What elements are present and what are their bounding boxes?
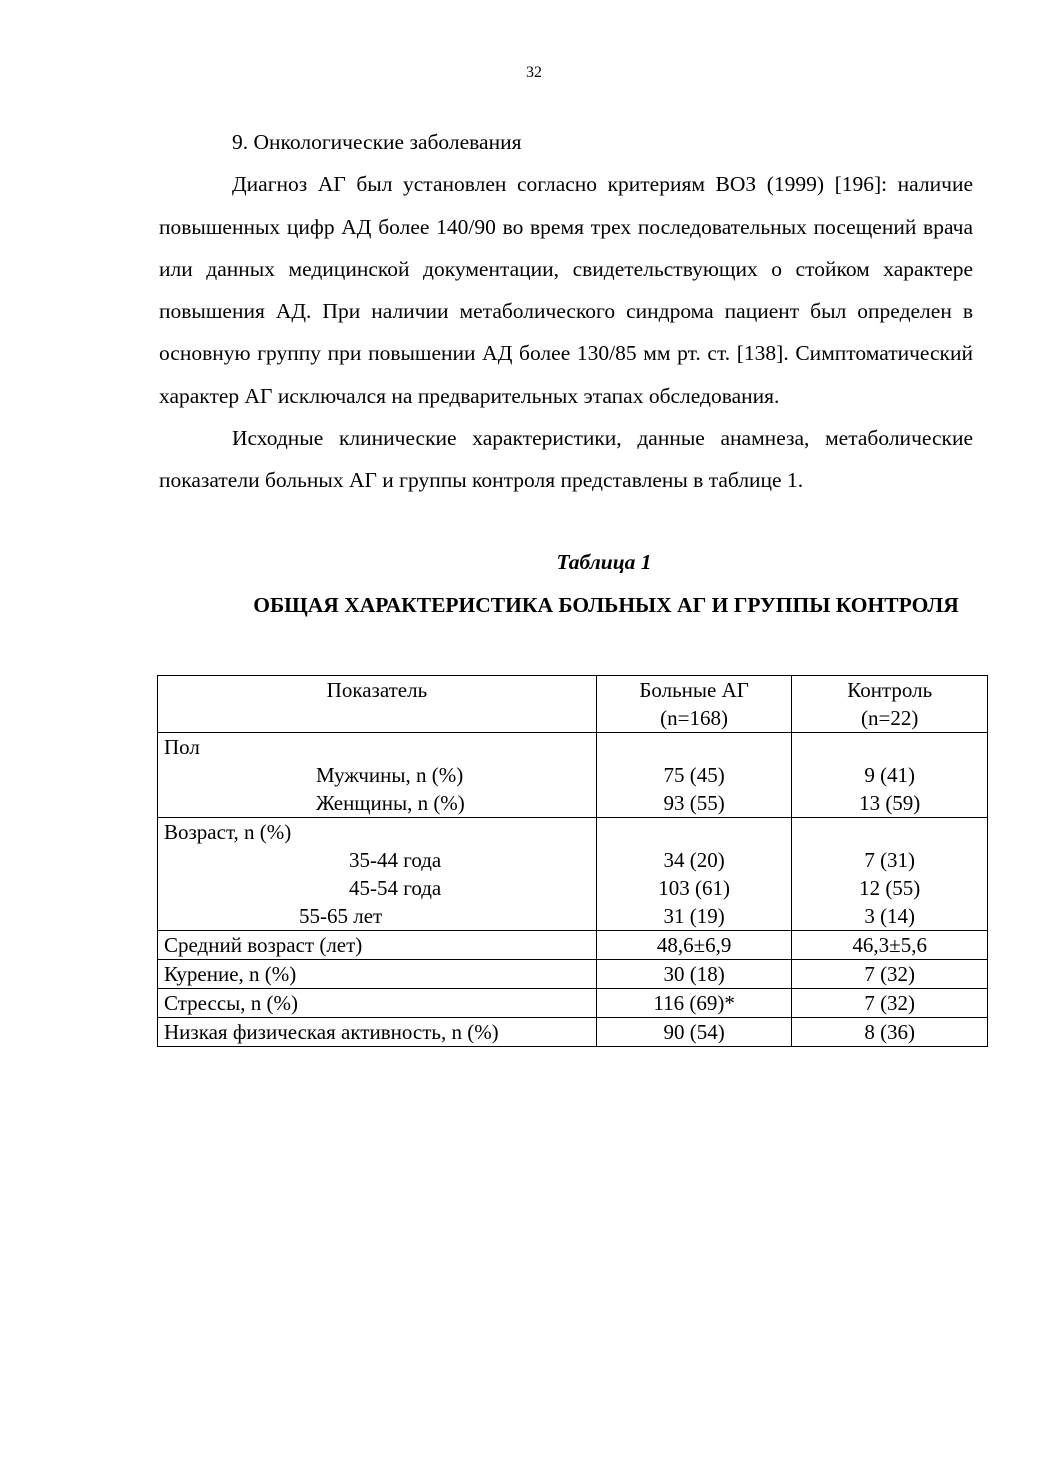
page-number: 32 [526,64,542,81]
paragraph: Диагноз АГ был установлен согласно критериям ВОЗ (1999) [196]: наличие повышенных цифр АД более 140/90 во время трех последовательных посещений врача или данных медицинской документации, свидетельствующих о стойком характере повышения АД. При наличии метаболического синдрома пациент был определен в основную группу при повышении АД более 130/85 мм рт. ст. [138]. Симптоматический характер АГ исключался на предварительных этапах обследования. [159,172,973,408]
table-header-row [158,676,988,733]
age-35-44-label: 35-44 года [349,848,442,872]
row-control: 7 (32) [792,960,988,989]
table-row [158,1018,988,1047]
row-label: Низкая физическая активность, n (%) [158,1018,597,1047]
men-label: Мужчины, n (%) [316,763,464,787]
header-control-label: Контроль [847,678,933,702]
header-patients [596,676,792,733]
row-label: Курение, n (%) [158,960,597,989]
women-patients: 93 (55) [663,791,725,815]
row-label: Стрессы, n (%) [158,989,597,1018]
row-patients: 116 (69)* [596,989,792,1018]
age-55-65-control: 3 (14) [864,904,916,928]
age-55-65-label: 55-65 лет [299,904,383,928]
row-control: 46,3±5,6 [792,931,988,960]
row-patients: 90 (54) [596,1018,792,1047]
table-caption: Таблица 1 [556,550,652,574]
table-row-age [158,818,988,931]
header-control-n: (n=22) [861,706,919,730]
row-label: Средний возраст (лет) [158,931,597,960]
age-35-44-control: 7 (31) [864,848,916,872]
age-group-label: Возраст, n (%) [164,820,292,844]
sex-control [792,733,988,818]
age-patients [596,818,792,931]
age-45-54-control: 12 (55) [859,876,921,900]
row-control: 7 (32) [792,989,988,1018]
body-text [159,121,973,502]
women-control: 13 (59) [859,791,921,815]
women-label: Женщины, n (%) [316,791,465,815]
table-title: ОБЩАЯ ХАРАКТЕРИСТИКА БОЛЬНЫХ АГ И ГРУППЫ КОНТРОЛЯ [253,593,959,617]
age-35-44-patients: 34 (20) [663,848,725,872]
header-indicator [158,676,597,733]
age-control [792,818,988,931]
paragraph: Исходные клинические характеристики, данные анамнеза, метаболические показатели больных АГ и группы контроля представлены в таблице 1. [159,426,973,493]
men-patients: 75 (45) [663,763,725,787]
age-45-54-patients: 103 (61) [658,876,730,900]
header-indicator-label: Показатель [326,678,428,702]
table-row [158,989,988,1018]
age-45-54-label: 45-54 года [349,876,442,900]
table-row [158,931,988,960]
age-labels [158,818,597,931]
sex-labels [158,733,597,818]
sex-group-label: Пол [164,735,200,759]
men-control: 9 (41) [864,763,916,787]
header-patients-n: (n=168) [660,706,729,730]
data-table [157,675,988,1047]
row-control: 8 (36) [792,1018,988,1047]
sex-patients [596,733,792,818]
table-row-sex [158,733,988,818]
row-patients: 48,6±6,9 [596,931,792,960]
header-patients-label: Больные АГ [639,678,749,702]
row-patients: 30 (18) [596,960,792,989]
paragraph: 9. Онкологические заболевания [232,130,522,154]
table-row [158,960,988,989]
age-55-65-patients: 31 (19) [663,904,725,928]
header-control [792,676,988,733]
